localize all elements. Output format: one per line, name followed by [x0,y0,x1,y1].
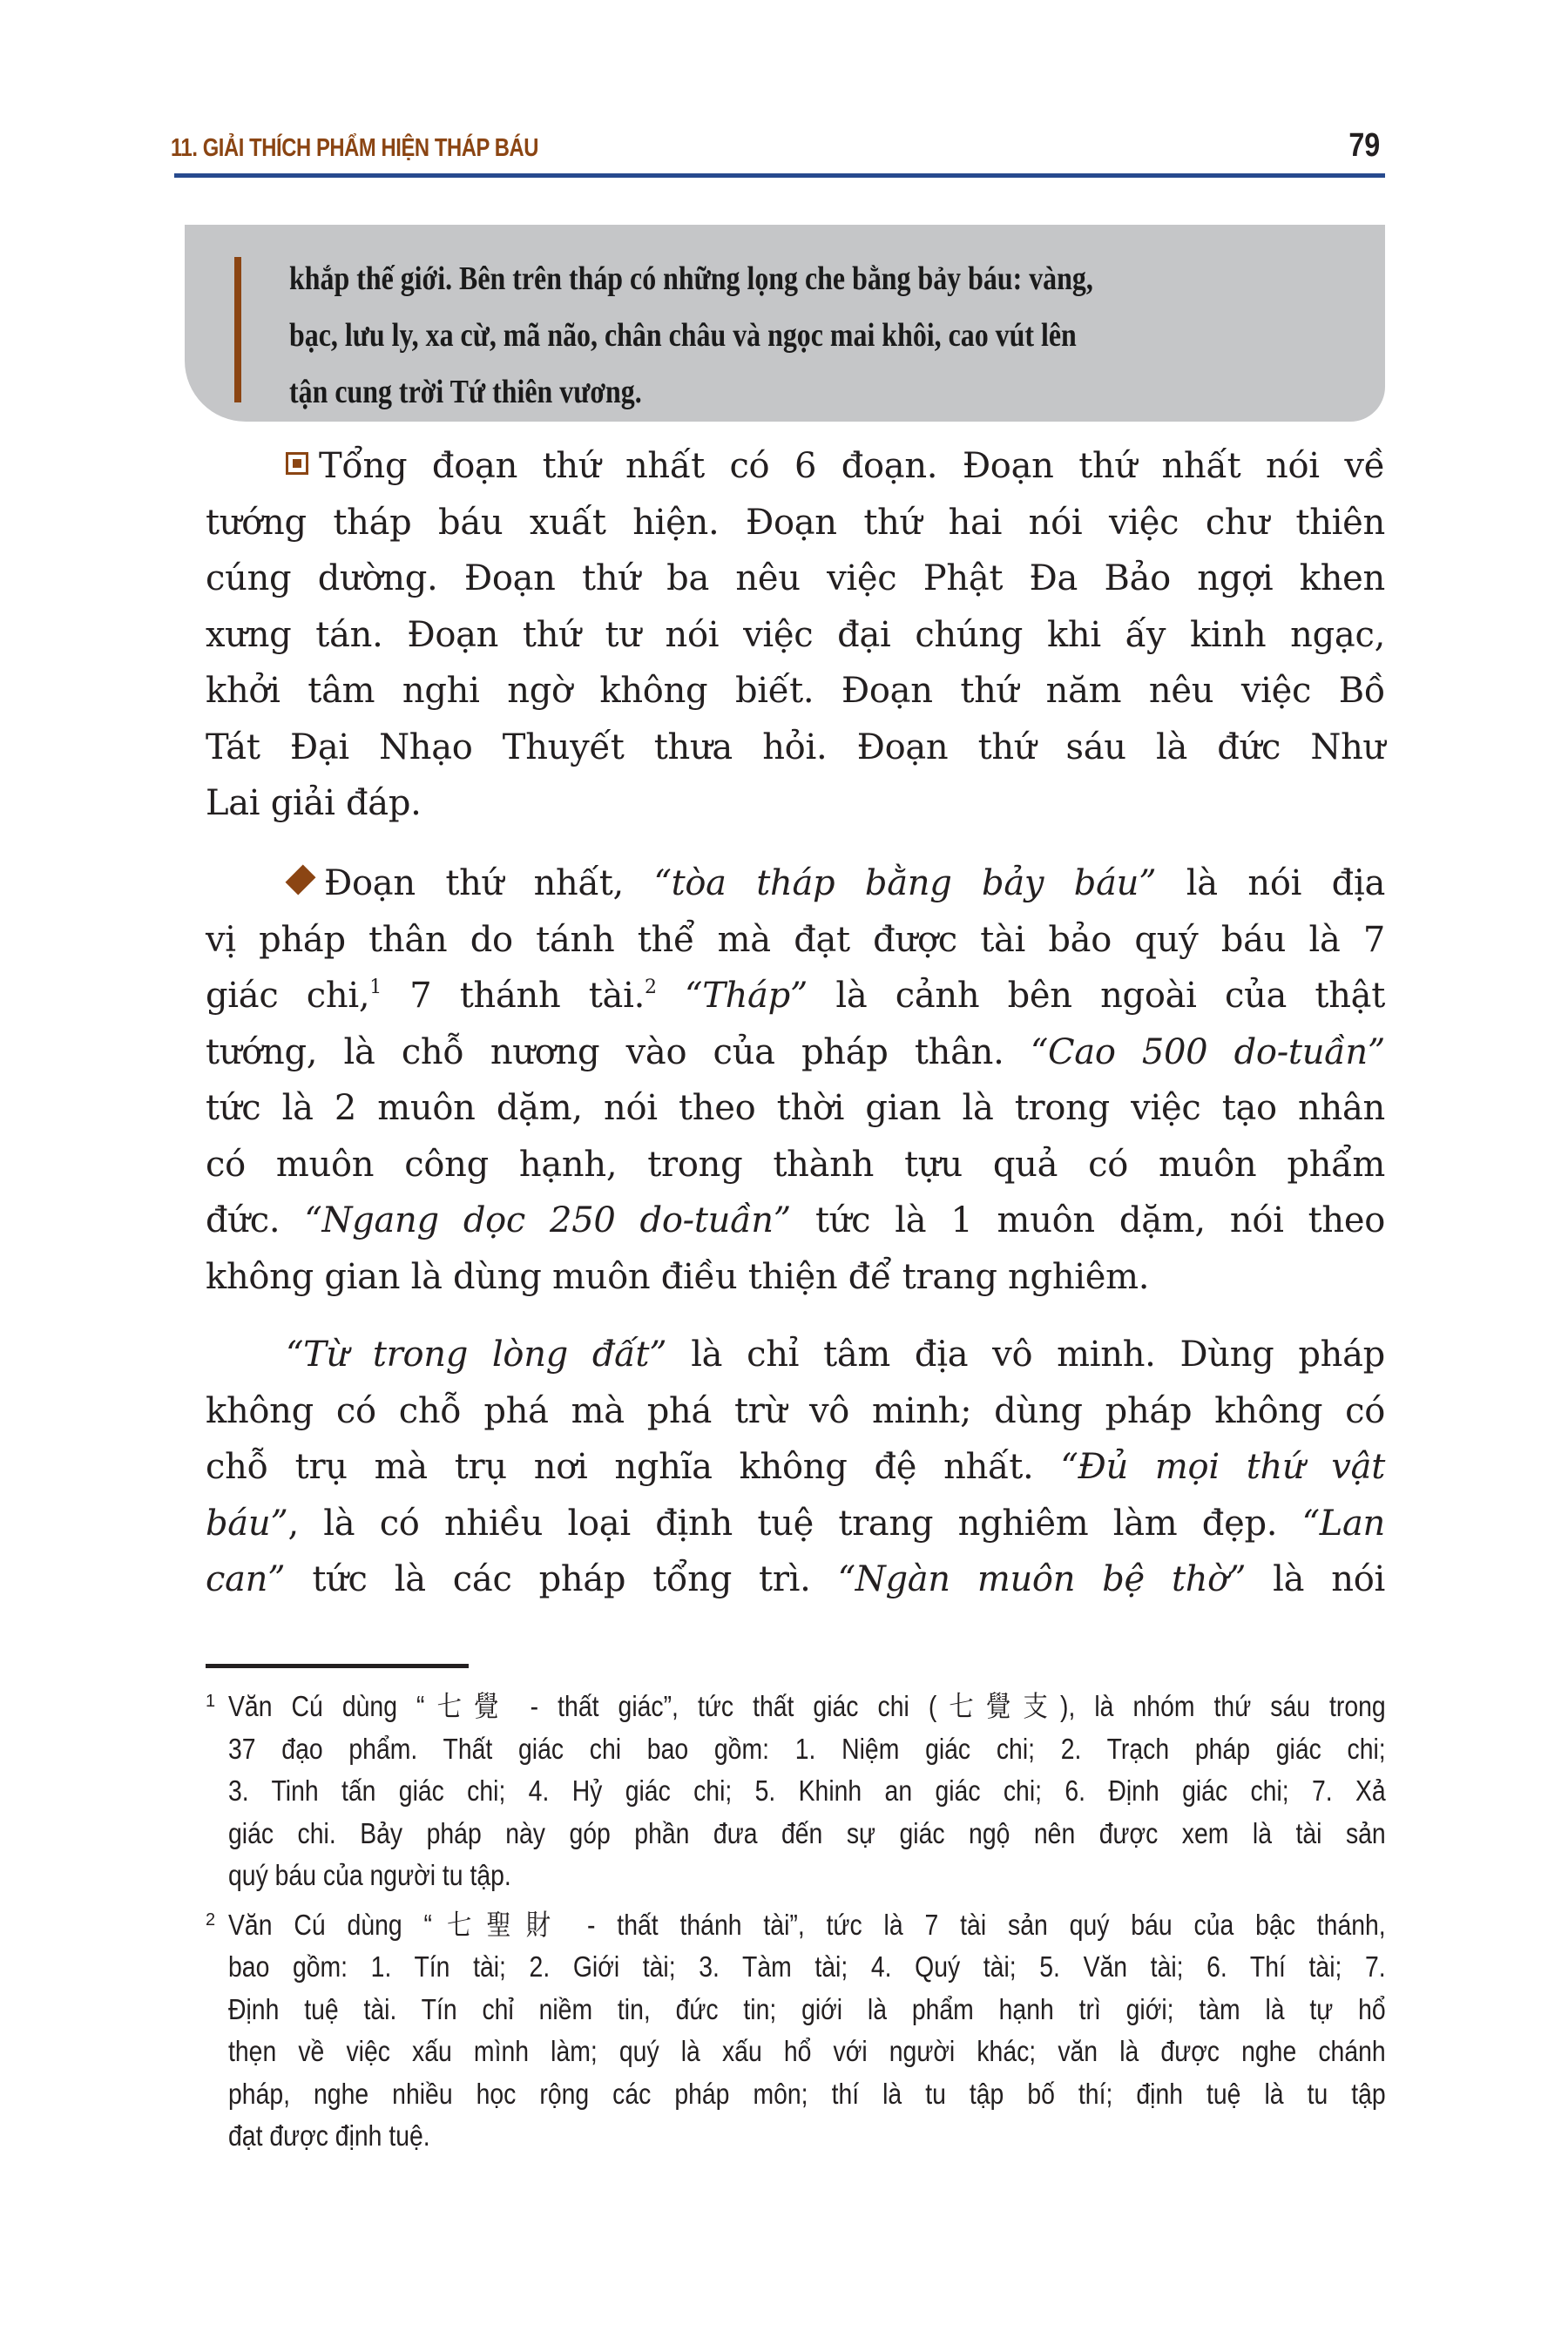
footnote-line: thẹn về việc xấu mình làm; quý là xấu hổ với người khác; văn là được nghe chánh [228,2035,1386,2067]
quoted-term: “Ngàn muôn bệ thờ” [837,1559,1247,1599]
footnote-line: Văn Cú dùng “七覺 - thất giác”, tức thất giác chi (七覺支), là nhóm thứ sáu trong [228,1690,1386,1722]
text-span: là chỉ tâm địa vô minh. Dùng pháp [666,1335,1385,1375]
text-line: có muôn công hạnh, trong thành tựu quả có muôn phẩm [206,1144,1385,1185]
footnote-number: 2 [206,1909,216,1930]
paragraph-first-section [206,855,1385,1305]
page-number: 79 [1348,127,1380,164]
text-line [206,1024,1385,1081]
footnote-line: Định tuệ tài. Tín chỉ niềm tin, đức tin; giới là phẩm hạnh trì giới; tàm là tự hổ [228,1992,1386,2025]
square-bullet-icon [286,452,308,475]
footnote-ref-2[interactable]: 2 [645,977,657,998]
text-line: vị pháp thân do tánh thể mà đạt được tài bảo quý báu là 7 [206,919,1385,960]
chapter-title: 11. GIẢI THÍCH PHẨM HIỆN THÁP BÁU [171,134,539,162]
quoted-term: “Ngang dọc 250 do-tuần” [304,1200,791,1240]
text-span: Đoạn thứ nhất, [324,863,654,903]
text-line: không có chỗ phá mà phá trừ vô minh; dùng pháp không có [206,1390,1385,1431]
text-line: cúng dường. Đoạn thứ ba nêu việc Phật Đa Bảo ngợi khen [206,558,1385,598]
running-head [171,127,1385,171]
text-span: , là có nhiều loại định tuệ trang nghiêm làm đẹp. [287,1503,1302,1544]
sutra-quote-text [289,251,1372,421]
text-span: là nói địa [1156,863,1386,903]
quote-accent-bar [234,257,241,402]
text-span: tức là 1 muôn dặm, nói theo [790,1200,1386,1240]
quoted-term: “Tháp” [656,976,808,1016]
text-line [206,1439,1385,1496]
text-line [206,1551,1385,1608]
text-line [206,438,1385,495]
text-line: tức là 2 muôn dặm, nói theo thời gian là trong việc tạo nhân [206,1088,1385,1128]
quoted-term: “Từ trong lòng đất” [286,1335,667,1375]
text-span: tức là các pháp tổng trì. [285,1559,838,1599]
text-span: Tổng đoạn thứ nhất có 6 đoạn. Đoạn thứ nhất nói về [319,446,1385,486]
footnote-line: quý báu của người tu tập. [228,1859,511,1891]
quote-line: bạc, lưu ly, xa cừ, mã não, chân châu và ngọc mai khôi, cao vút lên [289,317,1077,354]
text-span: là nói [1246,1559,1386,1599]
footnote-ref-1[interactable]: 1 [369,977,382,998]
text-line [206,1193,1385,1249]
text-span: giác chi, [206,976,370,1016]
quoted-term: báu” [206,1503,288,1544]
paragraph-earth [206,1327,1385,1608]
text-line [206,855,1385,912]
text-line: Lai giải đáp. [206,783,422,823]
paragraph-summary [206,438,1385,832]
footnote-2 [206,1904,1385,2158]
footnote-line: 37 đạo phẩm. Thất giác chi bao gồm: 1. Niệm giác chi; 2. Trạch pháp giác chi; [228,1732,1386,1765]
footnote-separator [206,1664,469,1668]
text-line: Tát Đại Nhạo Thuyết thưa hỏi. Đoạn thứ sáu là đức Như [206,727,1385,767]
quote-line: khắp thế giới. Bên trên tháp có những lọng che bằng bảy báu: vàng, [289,260,1093,297]
text-line: khởi tâm nghi ngờ không biết. Đoạn thứ năm nêu việc Bồ [206,671,1385,711]
footnotes [206,1686,1385,2158]
footnote-line: pháp, nghe nhiều học rộng các pháp môn; thí là tu tập bố thí; định tuệ là tu tập [228,2077,1386,2110]
footnote-line: đạt được định tuệ. [228,2119,430,2152]
text-line [206,1496,1385,1552]
diamond-bullet-icon [286,865,316,896]
text-span: đức. [206,1200,305,1240]
text-line: tướng tháp báu xuất hiện. Đoạn thứ hai nói việc chư thiên [206,502,1385,543]
quoted-term: “Lan [1301,1503,1385,1544]
quoted-term: “tòa tháp bằng bảy báu” [653,863,1157,903]
footnote-1 [206,1686,1385,1897]
quoted-term: “Cao 500 do-tuần” [1030,1031,1385,1072]
text-span: tướng, là chỗ nương vào của pháp thân. [206,1031,1031,1072]
text-line: không gian là dùng muôn điều thiện để trang nghiêm. [206,1256,1150,1297]
quoted-term: can” [206,1559,286,1599]
footnote-line: Văn Cú dùng “七聖財 - thất thánh tài”, tức là 7 tài sản quý báu của bậc thánh, [228,1908,1386,1941]
footnote-line: bao gồm: 1. Tín tài; 2. Giới tài; 3. Tàm tài; 4. Quý tài; 5. Văn tài; 6. Thí tài; 7. [228,1950,1386,1983]
text-span: chỗ trụ mà trụ nơi nghĩa không đệ nhất. [206,1447,1061,1487]
sutra-quote-box [185,225,1385,422]
quote-line: tận cung trời Tứ thiên vương. [289,374,642,410]
text-span: là cảnh bên ngoài của thật [808,976,1385,1016]
footnote-number: 1 [206,1692,216,1711]
text-line: xưng tán. Đoạn thứ tư nói việc đại chúng khi ấy kinh ngạc, [206,614,1385,655]
quoted-term: “Đủ mọi thứ vật [1060,1447,1385,1487]
header-rule [174,173,1385,178]
text-span: 7 thánh tài. [381,976,645,1016]
footnote-line: giác chi. Bảy pháp này góp phần đưa đến sự giác ngộ nên được xem là tài sản [228,1816,1386,1849]
text-line [206,1327,1385,1383]
footnote-line: 3. Tinh tấn giác chi; 4. Hỷ giác chi; 5. Khinh an giác chi; 6. Định giác chi; 7. Xả [228,1774,1386,1807]
text-line [206,968,1385,1024]
